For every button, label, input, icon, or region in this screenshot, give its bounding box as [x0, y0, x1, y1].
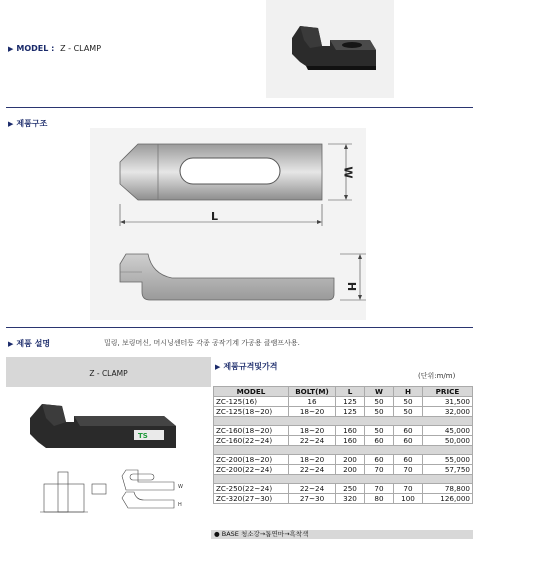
col-h: H	[394, 387, 423, 397]
cell-h: 100	[394, 494, 423, 504]
table-row	[214, 494, 473, 504]
table-gap-row	[214, 475, 473, 484]
product-photo-left	[14, 392, 202, 526]
cell-model: ZC-200(22~24)	[214, 465, 289, 475]
cell-l: 160	[336, 436, 365, 446]
footnote: ● BASE 청소강→톱연마→흑착색	[214, 530, 309, 538]
unit-label: (단위:m/m)	[418, 372, 456, 380]
cell-bolt: 18~20	[289, 426, 336, 436]
triangle-bullet-icon: ▶	[8, 120, 14, 128]
triangle-bullet-icon: ▶	[215, 363, 221, 371]
small-h-label: H	[178, 502, 182, 508]
cell-h: 50	[394, 407, 423, 417]
table-row	[214, 465, 473, 475]
ts-logo-text: TS	[138, 432, 148, 440]
cell-model: ZC-200(18~20)	[214, 455, 289, 465]
table-row	[214, 407, 473, 417]
cell-price: 45,000	[423, 426, 473, 436]
product-name: Z - CLAMP	[89, 369, 128, 378]
cell-bolt: 27~30	[289, 494, 336, 504]
cell-price: 55,000	[423, 455, 473, 465]
cell-l: 250	[336, 484, 365, 494]
divider	[6, 327, 473, 328]
cell-bolt: 22~24	[289, 465, 336, 475]
cell-w: 80	[365, 494, 394, 504]
model-heading	[8, 44, 101, 53]
col-l: L	[336, 387, 365, 397]
cell-w: 70	[365, 484, 394, 494]
cell-model: ZC-125(18~20)	[214, 407, 289, 417]
cell-price: 50,000	[423, 436, 473, 446]
cell-bolt: 16	[289, 397, 336, 407]
col-w: W	[365, 387, 394, 397]
structure-heading-text: 제품구조	[16, 119, 48, 128]
table-row	[214, 397, 473, 407]
col-bolt: BOLT(M)	[289, 387, 336, 397]
triangle-bullet-icon: ▶	[8, 340, 14, 348]
spec-heading	[215, 361, 278, 372]
cell-bolt: 18~20	[289, 407, 336, 417]
table-row	[214, 484, 473, 494]
cell-price: 57,750	[423, 465, 473, 475]
col-model: MODEL	[214, 387, 289, 397]
table-header-row	[214, 387, 473, 397]
product-photo-top	[266, 0, 394, 98]
table-row	[214, 436, 473, 446]
cell-w: 60	[365, 455, 394, 465]
divider	[6, 107, 473, 108]
small-w-label: W	[178, 484, 183, 490]
cell-h: 70	[394, 484, 423, 494]
col-price: PRICE	[423, 387, 473, 397]
cell-model: ZC-160(18~20)	[214, 426, 289, 436]
cell-h: 60	[394, 455, 423, 465]
table-row	[214, 455, 473, 465]
cell-h: 70	[394, 465, 423, 475]
cell-price: 78,800	[423, 484, 473, 494]
cell-l: 200	[336, 455, 365, 465]
description-heading-text: 제품 설명	[16, 339, 51, 348]
cell-w: 70	[365, 465, 394, 475]
dimension-l-label: L	[211, 210, 219, 223]
model-value: Z - CLAMP	[60, 44, 102, 53]
cell-l: 200	[336, 465, 365, 475]
cell-model: ZC-250(22~24)	[214, 484, 289, 494]
spec-heading-text: 제품규격및가격	[223, 362, 278, 371]
cell-l: 125	[336, 397, 365, 407]
spec-table	[213, 386, 473, 504]
cell-h: 60	[394, 436, 423, 446]
cell-price: 31,500	[423, 397, 473, 407]
dimension-h-label: H	[345, 281, 359, 292]
cell-bolt: 22~24	[289, 484, 336, 494]
table-gap-row	[214, 417, 473, 426]
cell-model: ZC-320(27~30)	[214, 494, 289, 504]
cell-w: 60	[365, 436, 394, 446]
cell-bolt: 18~20	[289, 455, 336, 465]
triangle-bullet-icon: ▶	[8, 45, 14, 53]
cell-w: 50	[365, 426, 394, 436]
dimension-w-label: W	[341, 166, 355, 179]
description-text: 밀링, 보링머신, 머시닝센터등 각종 공작기계 가공용 클램프사용.	[104, 339, 300, 347]
cell-bolt: 22~24	[289, 436, 336, 446]
cell-model: ZC-125(16)	[214, 397, 289, 407]
cell-w: 50	[365, 407, 394, 417]
model-label: MODEL :	[16, 44, 55, 53]
cell-price: 32,000	[423, 407, 473, 417]
cell-model: ZC-160(22~24)	[214, 436, 289, 446]
cell-h: 50	[394, 397, 423, 407]
structure-heading	[8, 118, 47, 129]
cell-l: 125	[336, 407, 365, 417]
table-gap-row	[214, 446, 473, 455]
cell-l: 320	[336, 494, 365, 504]
table-row	[214, 426, 473, 436]
cell-l: 160	[336, 426, 365, 436]
cell-h: 60	[394, 426, 423, 436]
description-heading	[8, 338, 50, 349]
cell-price: 126,000	[423, 494, 473, 504]
structure-diagram	[90, 128, 366, 320]
cell-w: 50	[365, 397, 394, 407]
